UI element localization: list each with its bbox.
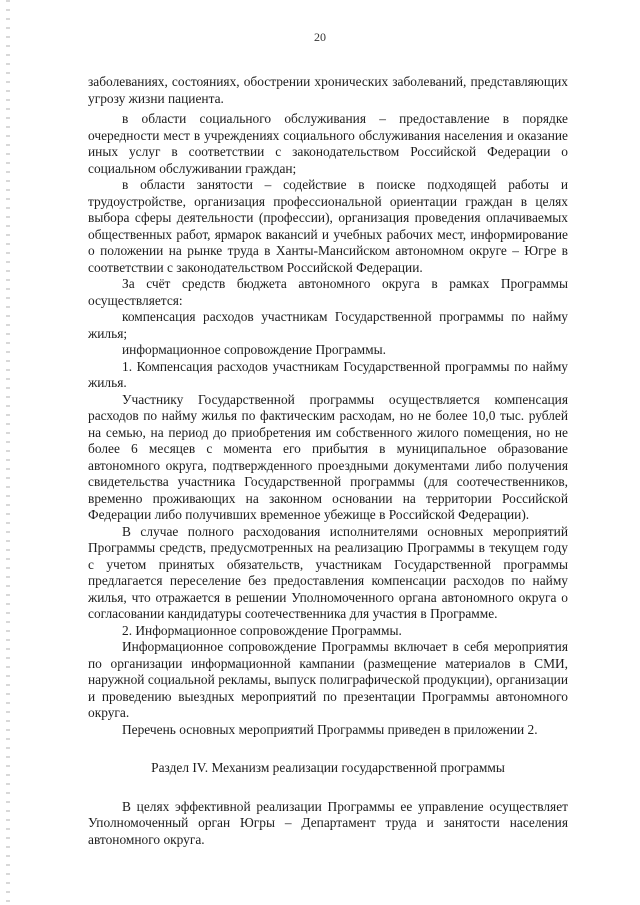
page-number: 20 [314, 30, 326, 44]
binding-margin-marks [6, 0, 10, 905]
paragraph: 2. Информационное сопровождение Программы. [122, 622, 402, 638]
paragraph: За счёт средств бюджета автономного округа в рамках Программы осуществляется: [88, 276, 568, 308]
paragraph: Участнику Государственной программы осуществляется компенсация расходов по найму жилья по фактическим расходам, но не более 10,0 тыс. рублей на семью, на период до приобретения им собственного жилого помещения, но не более 6 месяцев с момента его прибытия в муниципальное образование автономного округа, подтвержденного проездными документами либо получения свидетельства участника Государственной программы (для соотечественников, временно проживающих на законном основании на территории Российской Федерации либо получивших временное убежище в Российской Федерации). [88, 391, 568, 522]
paragraph: заболеваниях, состояниях, обострении хронических заболеваний, представляющих угрозу жизни пациента. [88, 74, 568, 106]
paragraph: Информационное сопровождение Программы включает в себя мероприятия по организации информационной кампании (размещение материалов в СМИ, наружной социальной рекламы, выпуск полиграфической продукции), организации и проведению выездных мероприятий по презентации Программы автономного округа. [88, 639, 568, 720]
paragraph: в области занятости – содействие в поиске подходящей работы и трудоустройстве, организация профессиональной ориентации граждан в целях выбора сферы деятельности (профессии), организация проведения оплачиваемых общественных работ, ярмарок вакансий и учебных рабочих мест, информирование о положении на рынке труда в Ханты-Мансийском автономном округе – Югре в соответствии с законодательством Российской Федерации. [88, 177, 568, 275]
document-body [88, 74, 568, 848]
paragraph: В случае полного расходования исполнителями основных мероприятий Программы средств, предусмотренных на реализацию Программы в текущем году с учетом принятых обязательств, участникам Государственной программы предлагается переселение без предоставления компенсации расходов по найму жилья, что отражается в решении Уполномоченного органа автономного округа о согласовании кандидатуры соотечественника для участия в Программе. [88, 523, 568, 621]
paragraph: компенсация расходов участникам Государственной программы по найму жилья; [88, 309, 568, 341]
paragraph: информационное сопровождение Программы. [122, 342, 386, 357]
section-heading: Раздел IV. Механизм реализации государственной программы [151, 760, 505, 775]
body-text-after-heading [88, 799, 568, 849]
paragraph: Перечень основных мероприятий Программы приведен в приложении 2. [122, 721, 538, 737]
paragraph: 1. Компенсация расходов участникам Государственной программы по найму жилья. [88, 358, 568, 390]
paragraph: В целях эффективной реализации Программы ее управление осуществляет Уполномоченный орган Югры – Департамент труда и занятости населения автономного округа. [88, 798, 568, 847]
body-text-before-heading [88, 74, 568, 738]
paragraph: в области социального обслуживания – предоставление в порядке очередности мест в учреждениях социального обслуживания населения и оказание иных услуг в соответствии с законодательством Российской Федерации о социальном обслуживании граждан; [88, 111, 568, 176]
